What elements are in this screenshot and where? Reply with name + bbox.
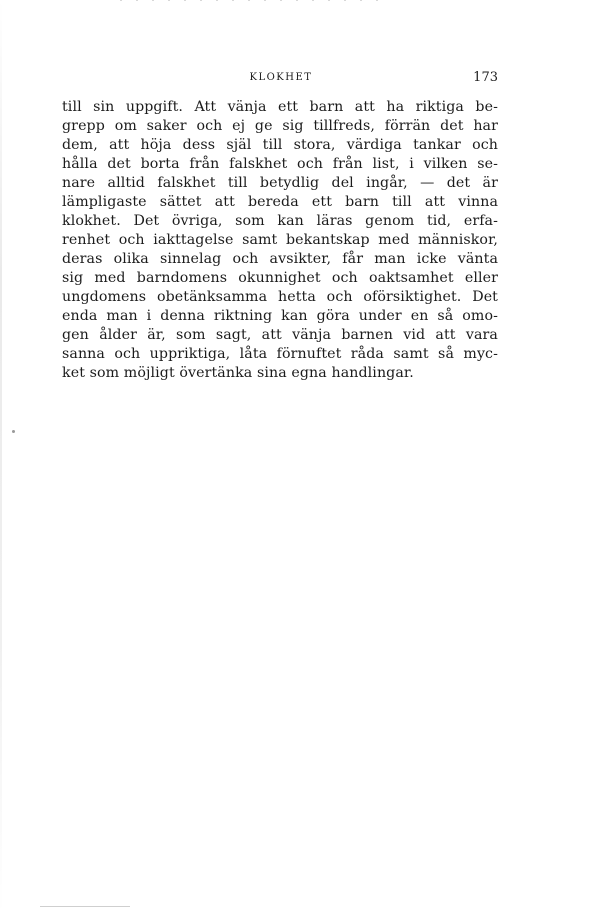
text-line-last: ket som möjligt övertänka sina egna handlingar. [62,365,414,381]
body-paragraph [62,98,498,383]
scan-speck [12,430,15,433]
text-line: ungdomens obetänksamma hetta och oförsiktighet. Det [62,289,498,305]
running-title: KLOKHET [249,72,313,83]
text-line: sanna och uppriktiga, låta förnuftet råda samt så myc- [62,346,498,362]
scan-top-artifact [120,0,380,1]
text-line: till sin uppgift. Att vänja ett barn att ha riktiga be- [62,99,498,115]
text-line: sig med barndomens okunnighet och oaktsamhet eller [62,270,498,286]
text-line: grepp om saker och ej ge sig tillfreds, förrän det har [62,118,498,134]
text-line: renhet och iakttagelse samt bekantskap med människor, [62,232,498,248]
text-line: dem, att höja dess själ till stora, värdiga tankar och [62,137,498,153]
text-line: lämpligaste sättet att bereda ett barn till att vinna [62,194,498,210]
scan-bottom-artifact [40,906,130,907]
text-line: gen ålder är, som sagt, att vänja barnen vid att vara [62,327,498,343]
running-head [62,70,500,86]
text-line: deras olika sinnelag och avsikter, får man icke vänta [62,251,498,267]
text-line: klokhet. Det övriga, som kan läras genom tid, erfa- [62,213,498,229]
text-line: nare alltid falskhet till betydlig del ingår, — det är [62,175,498,191]
text-line: hålla det borta från falskhet och från list, i vilken se- [62,156,498,172]
scan-left-edge [0,0,2,914]
page-number: 173 [473,70,498,85]
text-line: enda man i denna riktning kan göra under en så omo- [62,308,498,324]
